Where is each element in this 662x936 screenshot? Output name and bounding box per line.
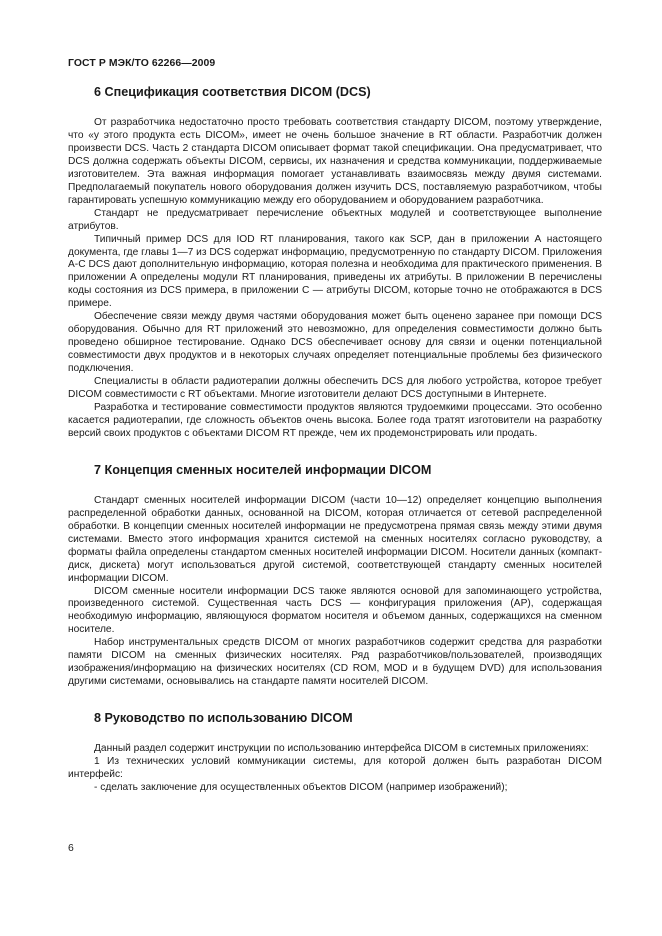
- paragraph: 1 Из технических условий коммуникации системы, для которой должен быть разработан DICOM интерфейс:: [68, 756, 602, 781]
- page-number: 6: [68, 843, 74, 854]
- paragraph: Набор инструментальных средств DICOM от многих разработчиков содержит средства для разработки памяти DICOM на сменных физических носителях. Ряд разработчиков/пользователей, производящих изображения/информацию на физических носителях (CD ROM, MOD и в будущем DVD) для использования другими системами, основывались на стандарте памяти носителей DICOM.: [68, 637, 602, 688]
- paragraph: От разработчика недостаточно просто требовать соответствия стандарту DICOM, поэтому утверждение, что «у этого продукта есть DICOM», имеет не очень большое значение в RT области. Разработчик должен произвести DCS. Часть 2 стандарта DICOM описывает формат такой спецификации. Она предусматривает, что DCS должна содержать объекты DICOM, сервисы, их назначения и средства коммуникации, поддерживаемые изготовителем. Эта важная информация помогает устанавливать взаимосвязь между двумя системами. Предполагаемый покупатель нового оборудования должен изучить DCS, поставляемую разработчиком, чтобы гарантировать успешную коммуникацию между его оборудованием и оборудованием разработчика.: [68, 117, 602, 206]
- section-heading: 6 Спецификация соответствия DICOM (DCS): [94, 85, 371, 99]
- paragraph: Разработка и тестирование совместимости продуктов являются трудоемкими процессами. Это особенно касается радиотерапии, где сложность объектов очень высока. Более года тратят изготовители на разработку версий своих продуктов с объектами DICOM RT прежде, чем их продемонстрировать или продать.: [68, 401, 602, 439]
- document-body: [68, 84, 602, 795]
- paragraph: Типичный пример DCS для IOD RT планирования, такого как SCP, дан в приложении А настоящего документа, где главы 1—7 из DCS содержат информацию, предусмотренную по стандарту DICOM. Приложения А-С DCS дают дополнительную информацию, которая полезна и необходима для практического применения. В приложении А определены модули RT планирования, приведены их атрибуты. В приложении В перечислены коды состояния из DCS примера, в приложении С — атрибуты DICOM, которые точно не отображаются в DCS примере.: [68, 233, 602, 310]
- paragraph: DICOM сменные носители информации DCS также являются основой для запоминающего устройства, произведенного системой. Существенная часть DCS — конфигурация приложения (AP), содержащая необходимую информацию, являющуюся форматом носителя и объемом данных, содержащихся на сменном носителе.: [68, 585, 602, 636]
- paragraph: Специалисты в области радиотерапии должны обеспечить DCS для любого устройства, которое требует DICOM совместимости с RT объектами. Многие изготовители делают DCS доступными в Интернете.: [68, 376, 602, 401]
- paragraph: Данный раздел содержит инструкции по использованию интерфейса DICOM в системных приложениях:: [94, 743, 589, 755]
- paragraph: Обеспечение связи между двумя частями оборудования может быть оценено заранее при помощи DCS оборудования. Обычно для RT приложений это невозможно, для определения совместимости должно быть проведено обширное тестирование. Однако DCS обеспечивает основу для связи и оценки потенциальной совместимости двух продуктов и в некоторых случаях определяет потенциальные проблемы без физического подключения.: [68, 311, 602, 375]
- paragraph: Стандарт не предусматривает перечисление объектных модулей и соответствующее выполнение атрибутов.: [68, 207, 602, 232]
- section-7: [68, 462, 602, 689]
- paragraph: - сделать заключение для осуществленных объектов DICOM (например изображений);: [94, 781, 508, 793]
- section-heading: 8 Руководство по использованию DICOM: [94, 711, 353, 726]
- section-6: [68, 84, 602, 441]
- section-8: [68, 710, 602, 795]
- paragraph: Стандарт сменных носителей информации DICOM (части 10—12) определяет концепцию выполнения распределенной обработки данных, основанной на DICOM, которая отличается от сетевой распределенной обработки. В концепции сменных носителей информации не предусмотрена прямая связь между этими двумя системами. Вместо этого информация хранится системой на сменных носителях согласно руководству, а форматы файла определены стандартом сменных носителей информации DICOM. Носители данных (компакт-диск, дискета) могут использоваться другой системой, соответствующей стандарту сменных носителей информации DICOM.: [68, 494, 602, 584]
- section-heading: 7 Концепция сменных носителей информации DICOM: [94, 462, 432, 477]
- document-header: ГОСТ Р МЭК/ТО 62266—2009: [68, 58, 216, 69]
